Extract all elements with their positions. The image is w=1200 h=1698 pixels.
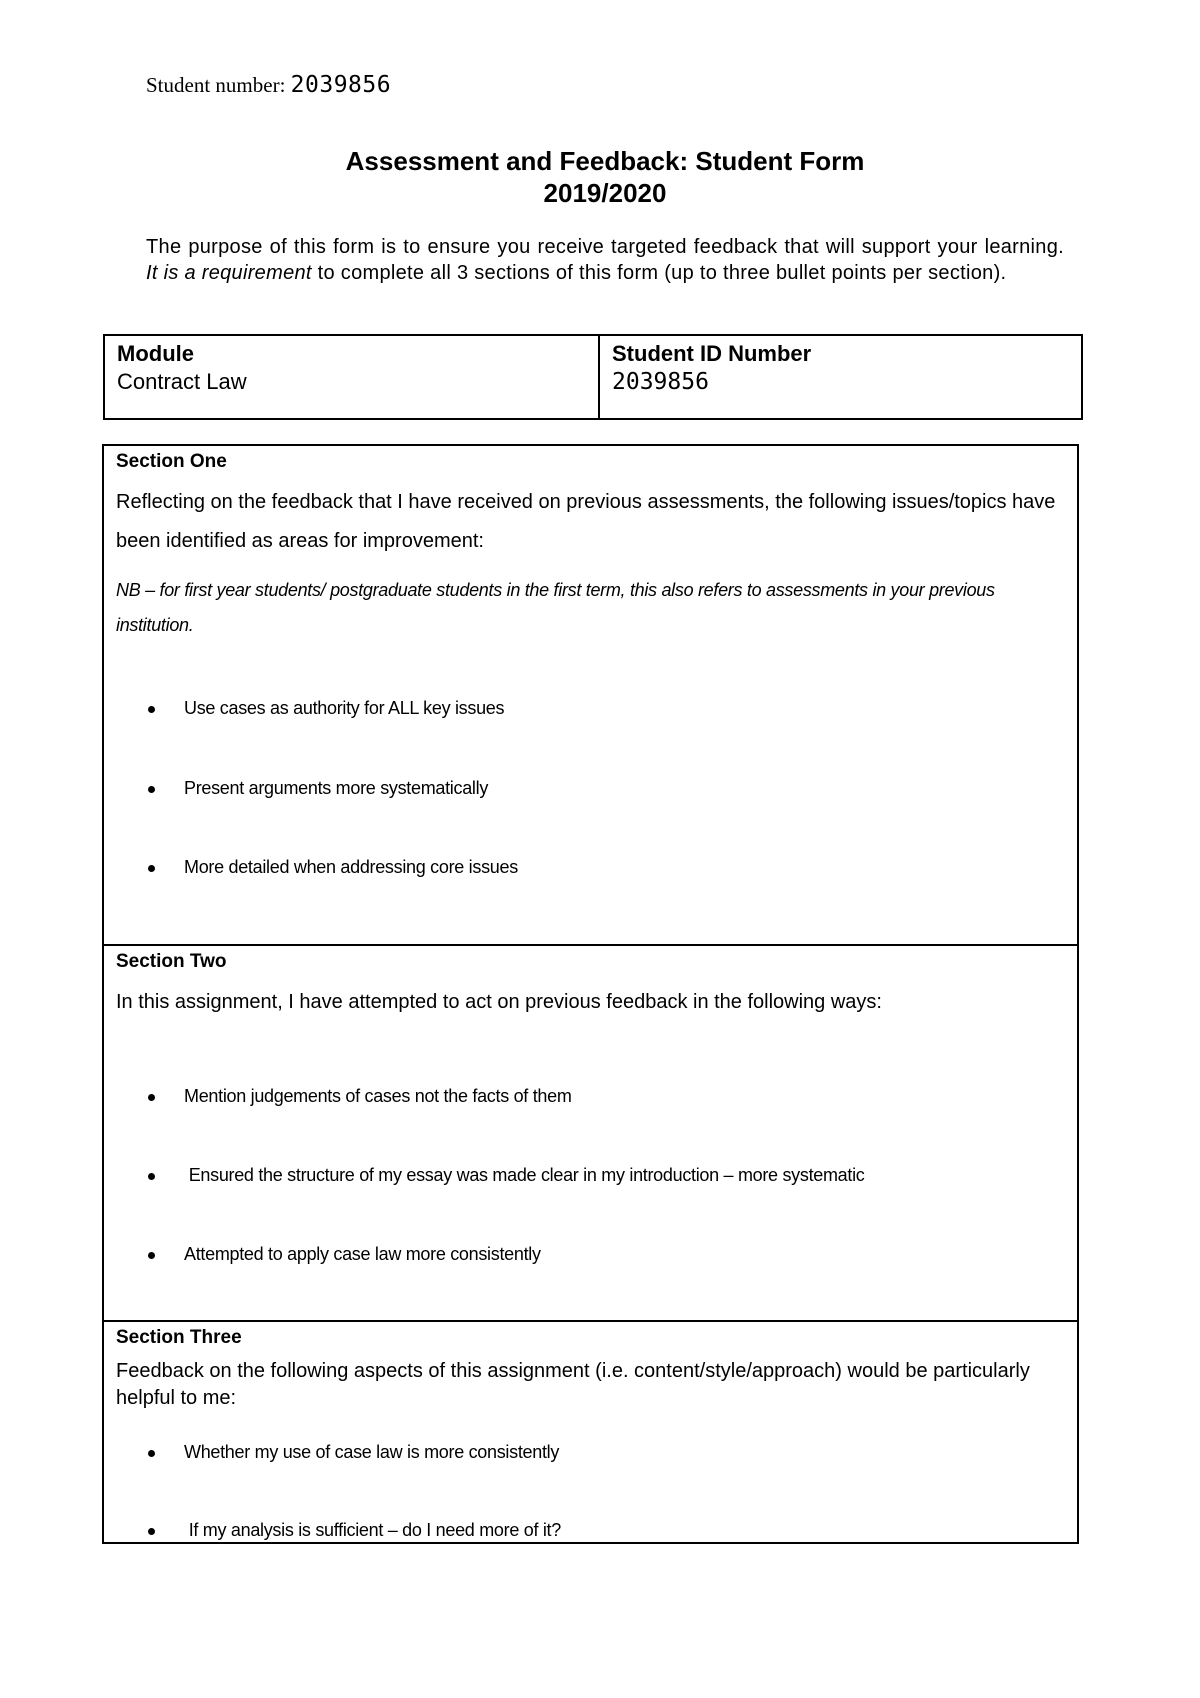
section-two-title: Section Two <box>116 951 227 972</box>
section-one <box>104 450 1077 944</box>
bullet-icon <box>148 1450 155 1457</box>
list-item-text: Attempted to apply case law more consistently <box>184 1244 541 1264</box>
list-item <box>184 698 504 719</box>
bullet-icon <box>148 786 155 793</box>
list-item <box>184 1442 559 1463</box>
list-item <box>184 1086 572 1107</box>
module-cell <box>105 336 600 418</box>
section-one-title: Section One <box>116 451 227 472</box>
module-label: Module <box>117 341 194 366</box>
bullet-icon <box>148 865 155 872</box>
purpose-paragraph <box>146 234 1064 286</box>
student-number-value: 2039856 <box>290 72 392 98</box>
student-id-label: Student ID Number <box>612 341 812 366</box>
section-three <box>104 1320 1077 1542</box>
list-item <box>184 1520 561 1541</box>
list-item <box>184 857 518 878</box>
section-one-text: Reflecting on the feedback that I have received on previous assessments, the following issues/topics have been identified as areas for improvement: <box>116 491 1056 552</box>
module-value: Contract Law <box>117 369 247 394</box>
list-item-text: Present arguments more systematically <box>184 778 489 798</box>
purpose-text-part1: The purpose of this form is to ensure you receive targeted feedback that will support your learning. <box>146 236 1064 258</box>
student-number-line <box>146 72 391 98</box>
list-item-text: Mention judgements of cases not the facts of them <box>184 1086 572 1106</box>
purpose-emphasis: It is a requirement <box>146 262 312 284</box>
section-three-title: Section Three <box>116 1327 242 1348</box>
form-year: 2019/2020 <box>543 178 667 208</box>
list-item-text: Whether my use of case law is more consistently <box>184 1442 560 1462</box>
form-title: Assessment and Feedback: Student Form <box>345 146 865 176</box>
student-number-label: Student number: <box>146 73 286 97</box>
section-three-text: Feedback on the following aspects of this assignment (i.e. content/style/approach) would be particularly helpful to me: <box>116 1360 1030 1409</box>
bullet-icon <box>148 706 155 713</box>
bullet-icon <box>148 1173 155 1180</box>
bullet-icon <box>148 1528 155 1535</box>
purpose-text-part2: to complete all 3 sections of this form (up to three bullet points per section). <box>311 262 1007 284</box>
list-item <box>184 1244 541 1265</box>
section-two <box>104 944 1077 1320</box>
bullet-icon <box>148 1094 155 1101</box>
list-item <box>184 1165 864 1186</box>
list-item-text: More detailed when addressing core issues <box>184 857 518 877</box>
student-id-value: 2039856 <box>612 369 709 395</box>
bullet-icon <box>148 1252 155 1259</box>
list-item-text: Ensured the structure of my essay was made clear in my introduction – more systematic <box>184 1165 865 1185</box>
section-one-note: NB – for first year students/ postgraduate students in the first term, this also refers to assessments in your previous institution. <box>116 580 995 635</box>
list-item-text: Use cases as authority for ALL key issues <box>184 698 505 718</box>
list-item <box>184 778 488 799</box>
section-two-text: In this assignment, I have attempted to act on previous feedback in the following ways: <box>116 991 882 1013</box>
student-id-cell <box>600 336 1081 418</box>
sections-table <box>102 444 1079 1544</box>
module-info-table <box>103 334 1083 420</box>
list-item-text: If my analysis is sufficient – do I need more of it? <box>184 1520 561 1540</box>
